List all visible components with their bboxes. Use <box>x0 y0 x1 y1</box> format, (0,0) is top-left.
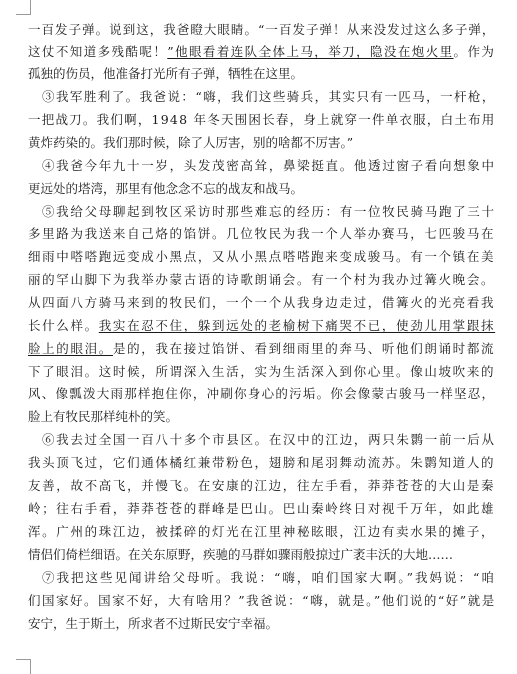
text-line <box>28 272 495 288</box>
text-segment: 这仗不知道多残酷呢！ <box>28 44 168 59</box>
text-line <box>28 181 303 197</box>
text-segment: 脸上有牧民那样纯朴的笑。 <box>28 409 179 424</box>
text-segment: 情侣们倚栏细语。在关东原野，疾驰的马群如骤雨般掠过广袤丰沃的大地…… <box>28 547 454 562</box>
text-line <box>28 364 495 380</box>
text-line <box>28 112 496 128</box>
text-line <box>42 89 496 105</box>
text-line <box>28 295 495 311</box>
text-line <box>28 22 495 38</box>
page-corner-mark-bottom <box>16 659 31 674</box>
text-segment: 浑。广州的珠江边，被揉碎的灯光在江里神秘眩眼，江边有卖水果的摊子， <box>28 524 496 539</box>
text-line <box>42 158 496 174</box>
text-segment: 安宁，生于斯土，所求者不过斯民安宁幸福。 <box>28 616 279 631</box>
text-line <box>28 593 496 609</box>
text-line <box>42 570 496 586</box>
text-segment: 多里路为我送来自己烙的馅饼。几位牧民为我一个人举办赛马，七匹骏马在 <box>28 226 496 241</box>
text-segment: ⑤我给父母聊起到牧区采访时那些难忘的经历：有一位牧民骑马跑了三十 <box>42 204 496 219</box>
text-segment: 丽的罕山脚下为我举办蒙古语的诗歌朗诵会。有一个村为我办过篝火晚会。 <box>28 272 496 287</box>
text-segment: 细雨中嗒嗒跑远变成小黑点，又从小黑点嗒嗒跑来变成骏马。有一个镇在美 <box>28 249 496 264</box>
text-segment: 长什么样。 <box>28 318 99 333</box>
text-segment: 黄炸药染的。我们那时候，除了人厉害，别的啥都不厉害。” <box>28 135 354 150</box>
text-line <box>28 226 495 242</box>
text-line <box>28 44 495 60</box>
text-line <box>28 341 495 357</box>
underlined-text: ”他眼看着连队全体上马，举刀，隐没在炮火里 <box>167 44 454 59</box>
text-segment: 从四面八方骑马来到的牧民们，一个一个从我身边走过，借篝火的光亮看我 <box>28 295 496 310</box>
text-line <box>42 432 496 448</box>
text-segment: ④我爸今年九十一岁，头发茂密高耸，鼻梁挺直。他透过窗子看向想象中 <box>42 158 496 173</box>
text-line <box>28 455 495 471</box>
text-line <box>28 524 495 540</box>
text-line <box>28 547 453 563</box>
underlined-text: 脸上的眼泪。 <box>28 341 113 356</box>
text-line <box>28 616 278 632</box>
text-segment: 一百发子弹。说到这，我爸瞪大眼睛。“一百发子弹！从来没发过这么多子弹， <box>28 22 496 37</box>
text-line <box>28 409 178 425</box>
text-line <box>28 386 495 402</box>
underlined-text: 我实在忍不住，躲到远处的老榆树下痛哭不已，使劲儿用掌跟抹 <box>98 318 496 333</box>
text-segment: 友善，故不高飞，并慢飞。在安康的江边，往左手看，莽莽苍苍的大山是秦 <box>28 478 496 493</box>
text-line <box>28 318 495 334</box>
text-line <box>28 501 495 517</box>
text-segment: 岭；往右手看，莽莽苍苍的群峰是巴山。巴山秦岭终日对视千万年，如此雄 <box>28 501 496 516</box>
page-corner-mark-top <box>16 0 31 15</box>
text-line <box>28 66 303 82</box>
text-segment: 一把战刀。我们啊，1948 年冬天围困长春，身上就穿一件单衣服，白土布用 <box>28 112 496 127</box>
text-segment: 是的，我在接过馅饼、看到细雨里的奔马、听他们朗诵时都流 <box>112 341 496 356</box>
text-segment: ⑦我把这些见闻讲给父母听。我说：“嗨，咱们国家大啊。”我妈说：“咱 <box>42 570 496 585</box>
text-segment: ⑥我去过全国一百八十多个市县区。在汉中的江边，两只朱鹮一前一后从 <box>42 432 496 447</box>
text-segment: 我头顶飞过，它们通体橘红兼带粉色，翅膀和尾羽舞动流苏。朱鹮知道人的 <box>28 455 496 470</box>
text-line <box>28 135 353 151</box>
text-segment: 孤独的伤员，他准备打光所有子弹，牺牲在这里。 <box>28 66 304 81</box>
text-line <box>42 204 496 220</box>
text-segment: ③我军胜利了。我爸说：“嗨，我们这些骑兵，其实只有一匹马，一杆枪， <box>42 89 496 104</box>
text-line <box>28 478 495 494</box>
text-line <box>28 249 495 265</box>
text-segment: 。作为 <box>453 44 496 59</box>
text-segment: 更远处的塔湾，那里有他念念不忘的战友和战马。 <box>28 181 304 196</box>
text-segment: 们国家好。国家不好，大有啥用？”我爸说：“嗨，就是。”他们说的“好”就是 <box>28 593 496 608</box>
text-segment: 下了眼泪。这时候，所谓深入生活，实为生活深入到你心里。像山坡吹来的 <box>28 364 496 379</box>
text-segment: 风、像瓢泼大雨那样抱住你，冲刷你身心的污垢。你会像蒙古骏马一样坚忍， <box>28 386 496 401</box>
